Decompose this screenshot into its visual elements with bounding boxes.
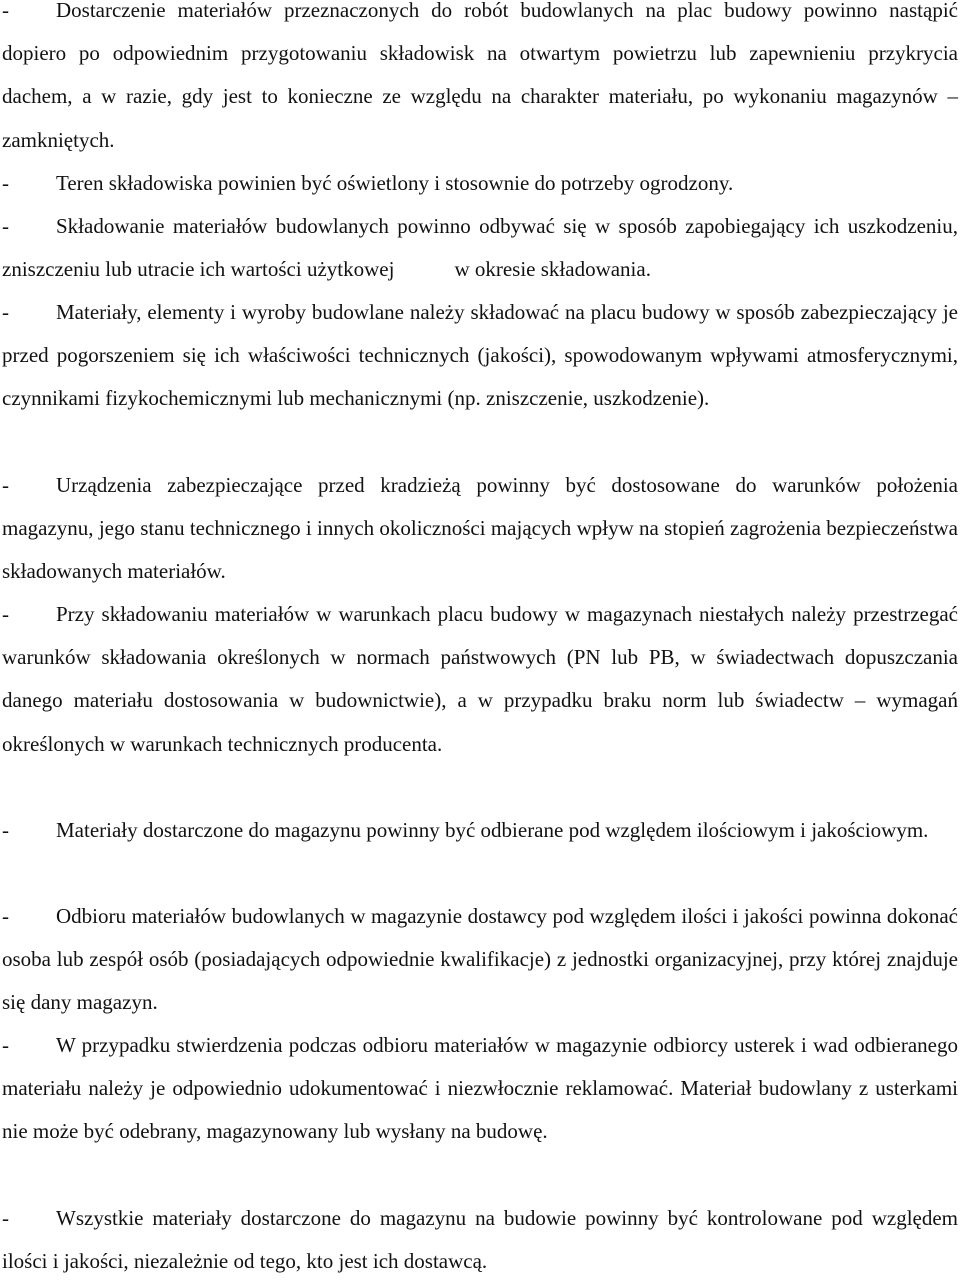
paragraph-text: Materiały dostarczone do magazynu powinny być odbierane pod względem ilościowym i jakościowym. (56, 818, 929, 842)
list-dash: - (2, 602, 9, 626)
paragraph-lighting (2, 162, 958, 205)
list-dash: - (2, 1033, 9, 1057)
paragraph-text: Dostarczenie materiałów przeznaczonych do robót budowlanych na plac budowy powinno nastąpić dopiero po odpowiednim przygotowaniu składowisk na otwartym powietrzu lub zapewnieniu przykrycia dachem, a w razie, gdy jest to konieczne ze względu na charakter materiału, po wykonaniu magazynów – zamkniętych. (2, 0, 958, 152)
paragraph-text: Składowanie materiałów budowlanych powinno odbywać się w sposób zapobiegający ich uszkodzeniu, zniszczeniu lub utracie ich wartości użytkowej (2, 214, 958, 282)
paragraph-inspection (2, 895, 958, 1025)
list-dash: - (2, 171, 9, 195)
paragraph-materials (2, 291, 958, 421)
list-dash: - (2, 0, 9, 22)
paragraph-receiving (2, 809, 958, 852)
paragraph-text: Przy składowaniu materiałów w warunkach placu budowy w magazynach niestałych należy przestrzegać warunków składowania określonych w normach państwowych (PN lub PB, w świadectwach dopuszczania danego materiału dostosowania w budownictwie), a w przypadku braku norm lub świadectw – wymagań określonych w warunkach technicznych producenta. (2, 602, 958, 756)
paragraph-security (2, 464, 958, 594)
paragraph-text-tail: w okresie składowania. (454, 257, 651, 282)
paragraph-text: Odbioru materiałów budowlanych w magazynie dostawcy pod względem ilości i jakości powinna dokonać osoba lub zespół osób (posiadających odpowiednie kwalifikacje) z jednostki organizacyjnej, przy której znajduje się dany magazyn. (2, 904, 958, 1015)
list-dash: - (2, 473, 9, 497)
paragraph-control (2, 1197, 958, 1283)
paragraph-storage (2, 205, 958, 291)
paragraph-delivery (2, 0, 958, 162)
paragraph-text: Teren składowiska powinien być oświetlony i stosownie do potrzeby ogrodzony. (56, 171, 734, 195)
paragraph-text: Wszystkie materiały dostarczone do magazynu na budowie powinny być kontrolowane pod względem ilości i jakości, niezależnie od tego, kto jest ich dostawcą. (2, 1206, 958, 1274)
list-dash: - (2, 904, 9, 928)
paragraph-text: Urządzenia zabezpieczające przed kradzieżą powinny być dostosowane do warunków położenia magazynu, jego stanu technicznego i innych okoliczności mających wpływ na stopień zagrożenia bezpieczeństwa składowanych materiałów. (2, 473, 958, 584)
paragraph-standards (2, 593, 958, 766)
paragraph-text: W przypadku stwierdzenia podczas odbioru materiałów w magazynie odbiorcy usterek i wad odbieranego materiału należy je odpowiednio udokumentować i niezwłocznie reklamować. Materiał budowlany z usterkami nie może być odebrany, magazynowany lub wysłany na budowę. (2, 1033, 958, 1144)
list-dash: - (2, 818, 9, 842)
paragraph-defects (2, 1024, 958, 1154)
list-dash: - (2, 214, 9, 238)
paragraph-text: Materiały, elementy i wyroby budowlane należy składować na placu budowy w sposób zabezpieczający je przed pogorszeniem się ich właściwości technicznych (jakości), spowodowanym wpływami atmosferycznymi, czynnikami fizykochemicznymi lub mechanicznymi (np. zniszczenie, uszkodzenie). (2, 300, 958, 411)
list-dash: - (2, 1206, 9, 1230)
list-dash: - (2, 300, 9, 324)
